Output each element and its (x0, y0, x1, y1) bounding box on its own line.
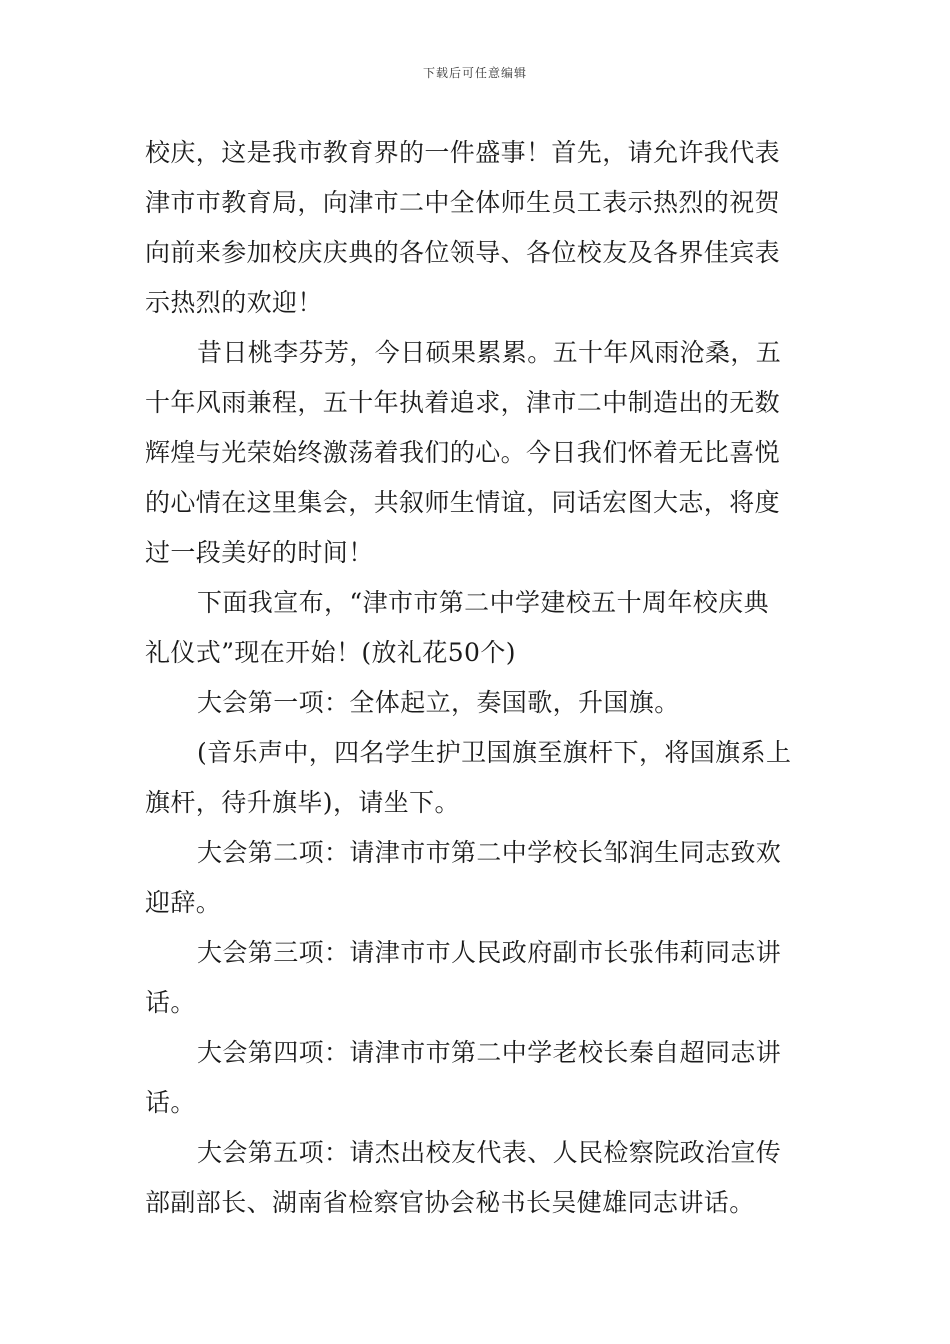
text-line: 示热烈的欢迎！ (145, 288, 323, 317)
text-line: 津市市教育局，向津市二中全体师生员工表示热烈的祝贺 (145, 188, 781, 217)
text-line: 校庆，这是我市教育界的一件盛事！首先，请允许我代表 (145, 138, 781, 167)
paragraph (145, 128, 810, 328)
text-line: 话。 (145, 1088, 196, 1117)
page-header: 下载后可任意编辑 (422, 66, 527, 80)
text-line: 过一段美好的时间！ (145, 538, 374, 567)
paragraph (145, 1128, 810, 1228)
paragraph (145, 928, 810, 1028)
text-line: 下面我宣布，“津市市第二中学建校五十周年校庆典 (197, 588, 769, 617)
text-line: 大会第四项：请津市市第二中学老校长秦自超同志讲 (197, 1038, 782, 1067)
text-line: 的心情在这里集会，共叙师生情谊，同话宏图大志，将度 (145, 488, 781, 517)
text-line: 话。 (145, 988, 196, 1017)
text-line: 辉煌与光荣始终激荡着我们的心。今日我们怀着无比喜悦 (145, 438, 781, 467)
text-line: 向前来参加校庆庆典的各位领导、各位校友及各界佳宾表 (145, 238, 781, 267)
text-line: (音乐声中，四名学生护卫国旗至旗杆下，将国旗系上 (197, 738, 792, 767)
text-line: 十年风雨兼程，五十年执着追求，津市二中制造出的无数 (145, 388, 781, 417)
text-line: 礼仪式”现在开始！(放礼花50个) (145, 638, 516, 667)
paragraph (145, 1028, 810, 1128)
paragraph (145, 678, 810, 728)
paragraph (145, 728, 810, 828)
text-line: 大会第二项：请津市市第二中学校长邹润生同志致欢 (197, 838, 782, 867)
document-body (145, 128, 810, 1228)
text-line: 旗杆，待升旗毕)，请坐下。 (145, 788, 460, 817)
text-line: 大会第一项：全体起立，奏国歌，升国旗。 (197, 688, 680, 717)
text-line: 迎辞。 (145, 888, 222, 917)
text-line: 大会第三项：请津市市人民政府副市长张伟莉同志讲 (197, 938, 782, 967)
paragraph (145, 328, 810, 578)
paragraph (145, 828, 810, 928)
text-line: 昔日桃李芬芳，今日硕果累累。五十年风雨沧桑，五 (197, 338, 782, 367)
text-line: 大会第五项：请杰出校友代表、人民检察院政治宣传 (197, 1138, 782, 1167)
text-line: 部副部长、湖南省检察官协会秘书长吴健雄同志讲话。 (145, 1188, 755, 1217)
paragraph (145, 578, 810, 678)
